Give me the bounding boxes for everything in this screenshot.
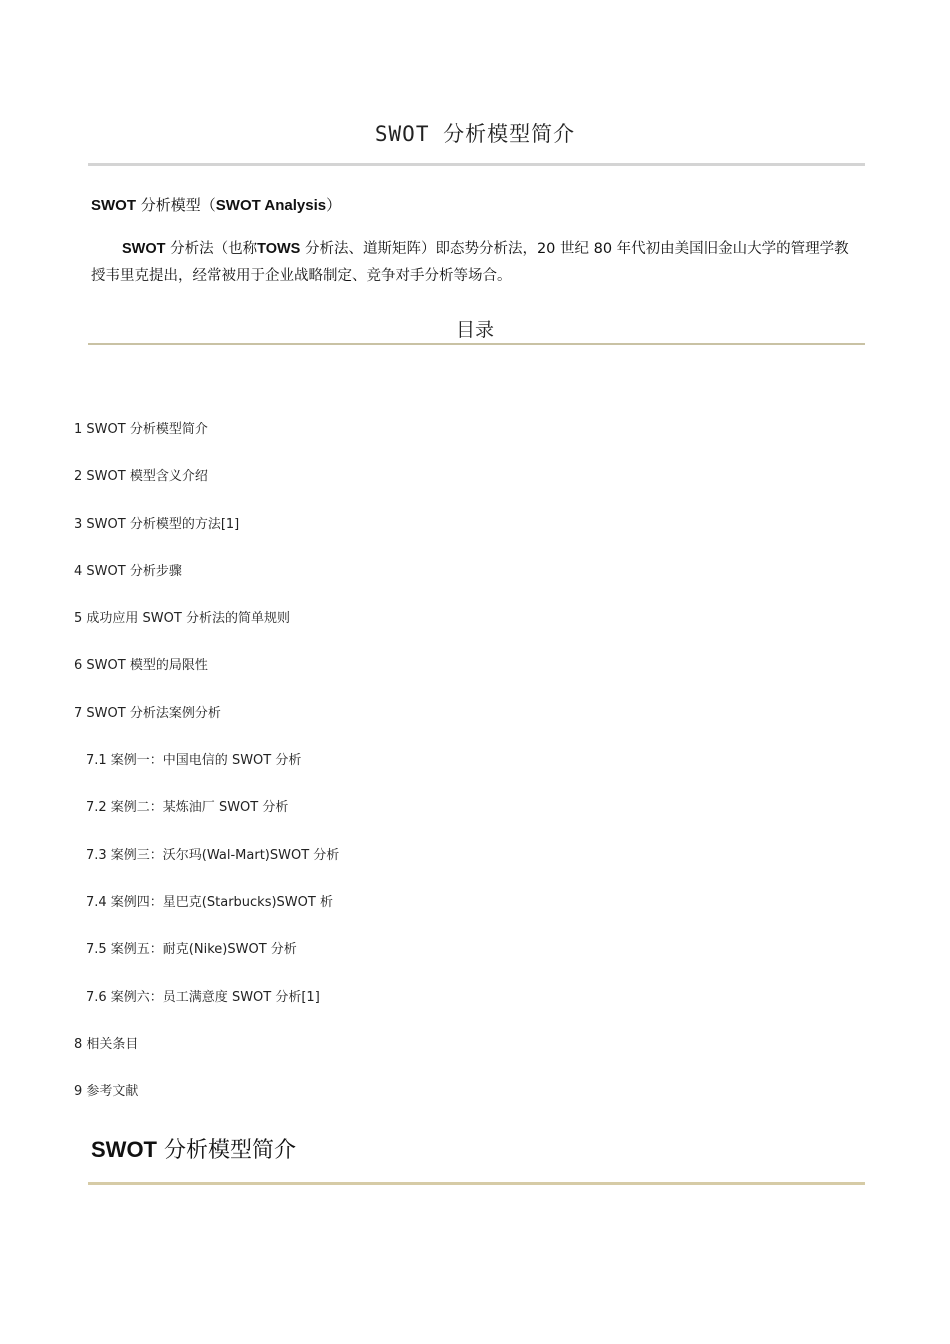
subheading-end: ） (326, 196, 342, 214)
toc-title: 目录 (455, 319, 494, 341)
toc-link[interactable]: 5 成功应用 SWOT 分析法的简单规则 (74, 611, 290, 627)
section-heading-bold: SWOT (91, 1137, 157, 1162)
toc-link[interactable]: 9 参考文献 (74, 1084, 139, 1100)
toc-link[interactable]: 7.1 案例一：中国电信的 SWOT 分析 (86, 753, 302, 769)
section-heading (91, 1133, 296, 1164)
table-of-contents (74, 418, 339, 1127)
toc-link[interactable]: 7 SWOT 分析法案例分析 (74, 705, 221, 721)
page-title: SWOT 分析模型简介 (374, 122, 576, 146)
toc-link[interactable]: 7.3 案例三：沃尔玛(Wal-Mart)SWOT 分析 (86, 847, 340, 863)
intro-text-a: 分析法（也称 (165, 241, 258, 257)
intro-tows: TOWS (257, 241, 301, 257)
toc-divider (88, 343, 865, 345)
section-divider (88, 1182, 865, 1185)
toc-link[interactable]: 7.5 案例五：耐克(Nike)SWOT 分析 (86, 942, 297, 958)
subheading (91, 194, 341, 215)
subheading-bold2: SWOT Analysis (215, 197, 327, 214)
toc-link[interactable]: 3 SWOT 分析模型的方法[1] (74, 516, 240, 532)
intro-swot: SWOT (122, 241, 166, 257)
toc-link[interactable]: 6 SWOT 模型的局限性 (74, 658, 208, 674)
toc-link[interactable]: 1 SWOT 分析模型简介 (74, 422, 208, 437)
intro-paragraph (91, 236, 861, 290)
toc-link[interactable]: 4 SWOT 分析步骤 (74, 563, 182, 579)
title-divider (88, 163, 865, 166)
intro-text-b: 分析法、道斯矩阵）即态势分析法，20 世纪 80 年代初由美国旧金山大学的管理学教授韦里克提出，经常被用于企业战略制定、竞争对手分析等场合。 (91, 241, 849, 284)
toc-link[interactable]: 8 相关条目 (74, 1036, 139, 1052)
toc-link[interactable]: 7.2 案例二：某炼油厂 SWOT 分析 (86, 800, 289, 816)
toc-link[interactable]: 7.6 案例六：员工满意度 SWOT 分析[1] (86, 989, 320, 1005)
subheading-bold: SWOT (91, 197, 136, 214)
toc-link[interactable]: 2 SWOT 模型含义介绍 (74, 469, 208, 485)
toc-link[interactable]: 7.4 案例四：星巴克(Starbucks)SWOT 析 (86, 894, 333, 910)
subheading-mid: 分析模型（ (136, 196, 216, 214)
section-heading-rest: 分析模型简介 (157, 1138, 296, 1163)
